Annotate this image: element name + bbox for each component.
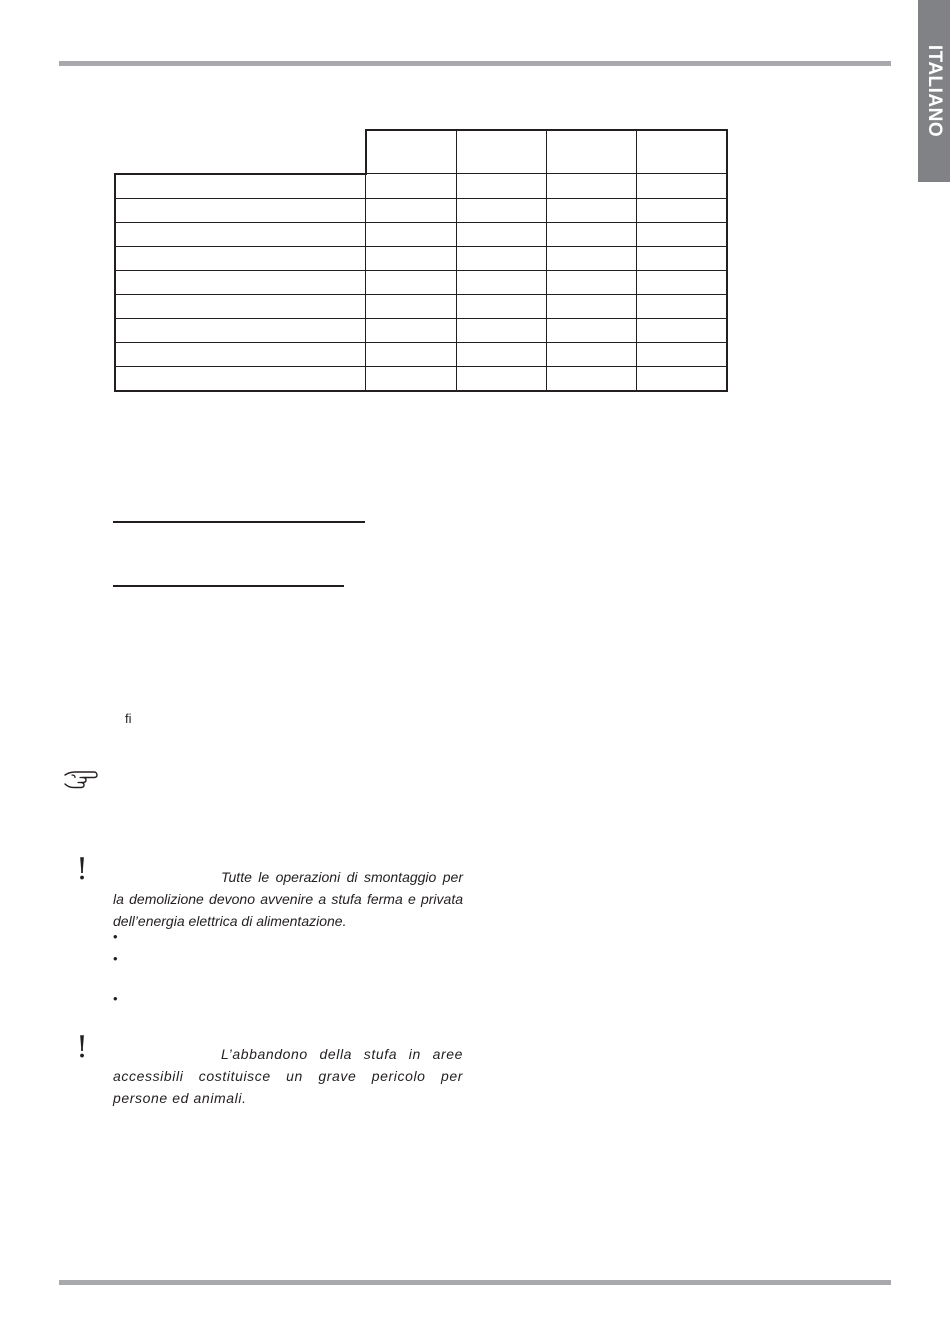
table-row: [115, 342, 727, 366]
table-cell: [636, 294, 727, 318]
table-cell: [456, 318, 546, 342]
table-header-cell: [456, 130, 546, 174]
table-label-cell: [115, 342, 366, 366]
table-cell: [366, 174, 457, 199]
table-header-cell: [546, 130, 636, 174]
table-cell: [456, 294, 546, 318]
table-row: [115, 198, 727, 222]
table-row: [115, 294, 727, 318]
exclamation-icon: !: [76, 852, 89, 887]
table-row: [115, 174, 727, 199]
table-cell: [366, 270, 457, 294]
table-cell: [366, 342, 457, 366]
table-cell: [546, 174, 636, 199]
bullet: •: [113, 991, 118, 1006]
table-cell: [366, 246, 457, 270]
table-cell: [456, 222, 546, 246]
table-cell: [636, 174, 727, 199]
table-label-cell: [115, 366, 366, 391]
bullet: •: [113, 929, 118, 944]
table-cell: [366, 294, 457, 318]
heading-underline: [113, 521, 365, 523]
table-cell: [366, 366, 457, 391]
table-cell: [636, 318, 727, 342]
exclamation-icon: !: [76, 1030, 89, 1065]
table-cell: [546, 222, 636, 246]
table-cell: [636, 366, 727, 391]
table-label-cell: [115, 198, 366, 222]
table-label-cell: [115, 222, 366, 246]
table-cell: [546, 318, 636, 342]
table-cell: [636, 270, 727, 294]
table-row: [115, 270, 727, 294]
heading-underline: [113, 585, 344, 587]
ligature-fragment: ﬁ: [125, 711, 132, 726]
table-label-cell: [115, 270, 366, 294]
table-header-cell: [366, 130, 457, 174]
table-row: [115, 222, 727, 246]
table-cell: [546, 198, 636, 222]
table-cell: [546, 342, 636, 366]
table-cell: [636, 198, 727, 222]
table-label-cell: [115, 174, 366, 199]
table-cell: [366, 318, 457, 342]
table-cell: [636, 246, 727, 270]
language-tab: [918, 0, 950, 182]
table-cell: [366, 222, 457, 246]
table-cell: [546, 294, 636, 318]
language-tab-label: ITALIANO: [924, 44, 945, 138]
top-rule: [59, 61, 891, 66]
table-cell: [636, 342, 727, 366]
table-cell: [456, 270, 546, 294]
table-row: [115, 246, 727, 270]
table-cell: [456, 246, 546, 270]
pointing-hand-icon: [63, 766, 99, 790]
warning-text: L’abbandono della stufa in aree accessibili costituisce un grave pericolo per persone ed animali.: [113, 1046, 463, 1106]
table-row: [115, 366, 727, 391]
table-corner-cell: [115, 130, 366, 174]
table-label-cell: [115, 318, 366, 342]
table-label-cell: [115, 246, 366, 270]
warning-note: [113, 866, 463, 932]
table-cell: [456, 366, 546, 391]
table-cell: [636, 222, 727, 246]
table-cell: [366, 198, 457, 222]
table-header-row: [115, 130, 727, 174]
table-row: [115, 318, 727, 342]
table-cell: [546, 270, 636, 294]
table-cell: [456, 342, 546, 366]
bullet: •: [113, 951, 118, 966]
table-cell: [546, 246, 636, 270]
warning-note: [113, 1043, 463, 1109]
table-cell: [546, 366, 636, 391]
table-label-cell: [115, 294, 366, 318]
table-header-cell: [636, 130, 727, 174]
table-cell: [456, 198, 546, 222]
table-cell: [456, 174, 546, 199]
data-table: [114, 129, 728, 392]
warning-text: Tutte le operazioni di smontaggio per la demolizione devono avvenire a stufa ferma e privata dell’energia elettrica di alimentazione.: [113, 869, 463, 929]
bottom-rule: [59, 1280, 891, 1285]
